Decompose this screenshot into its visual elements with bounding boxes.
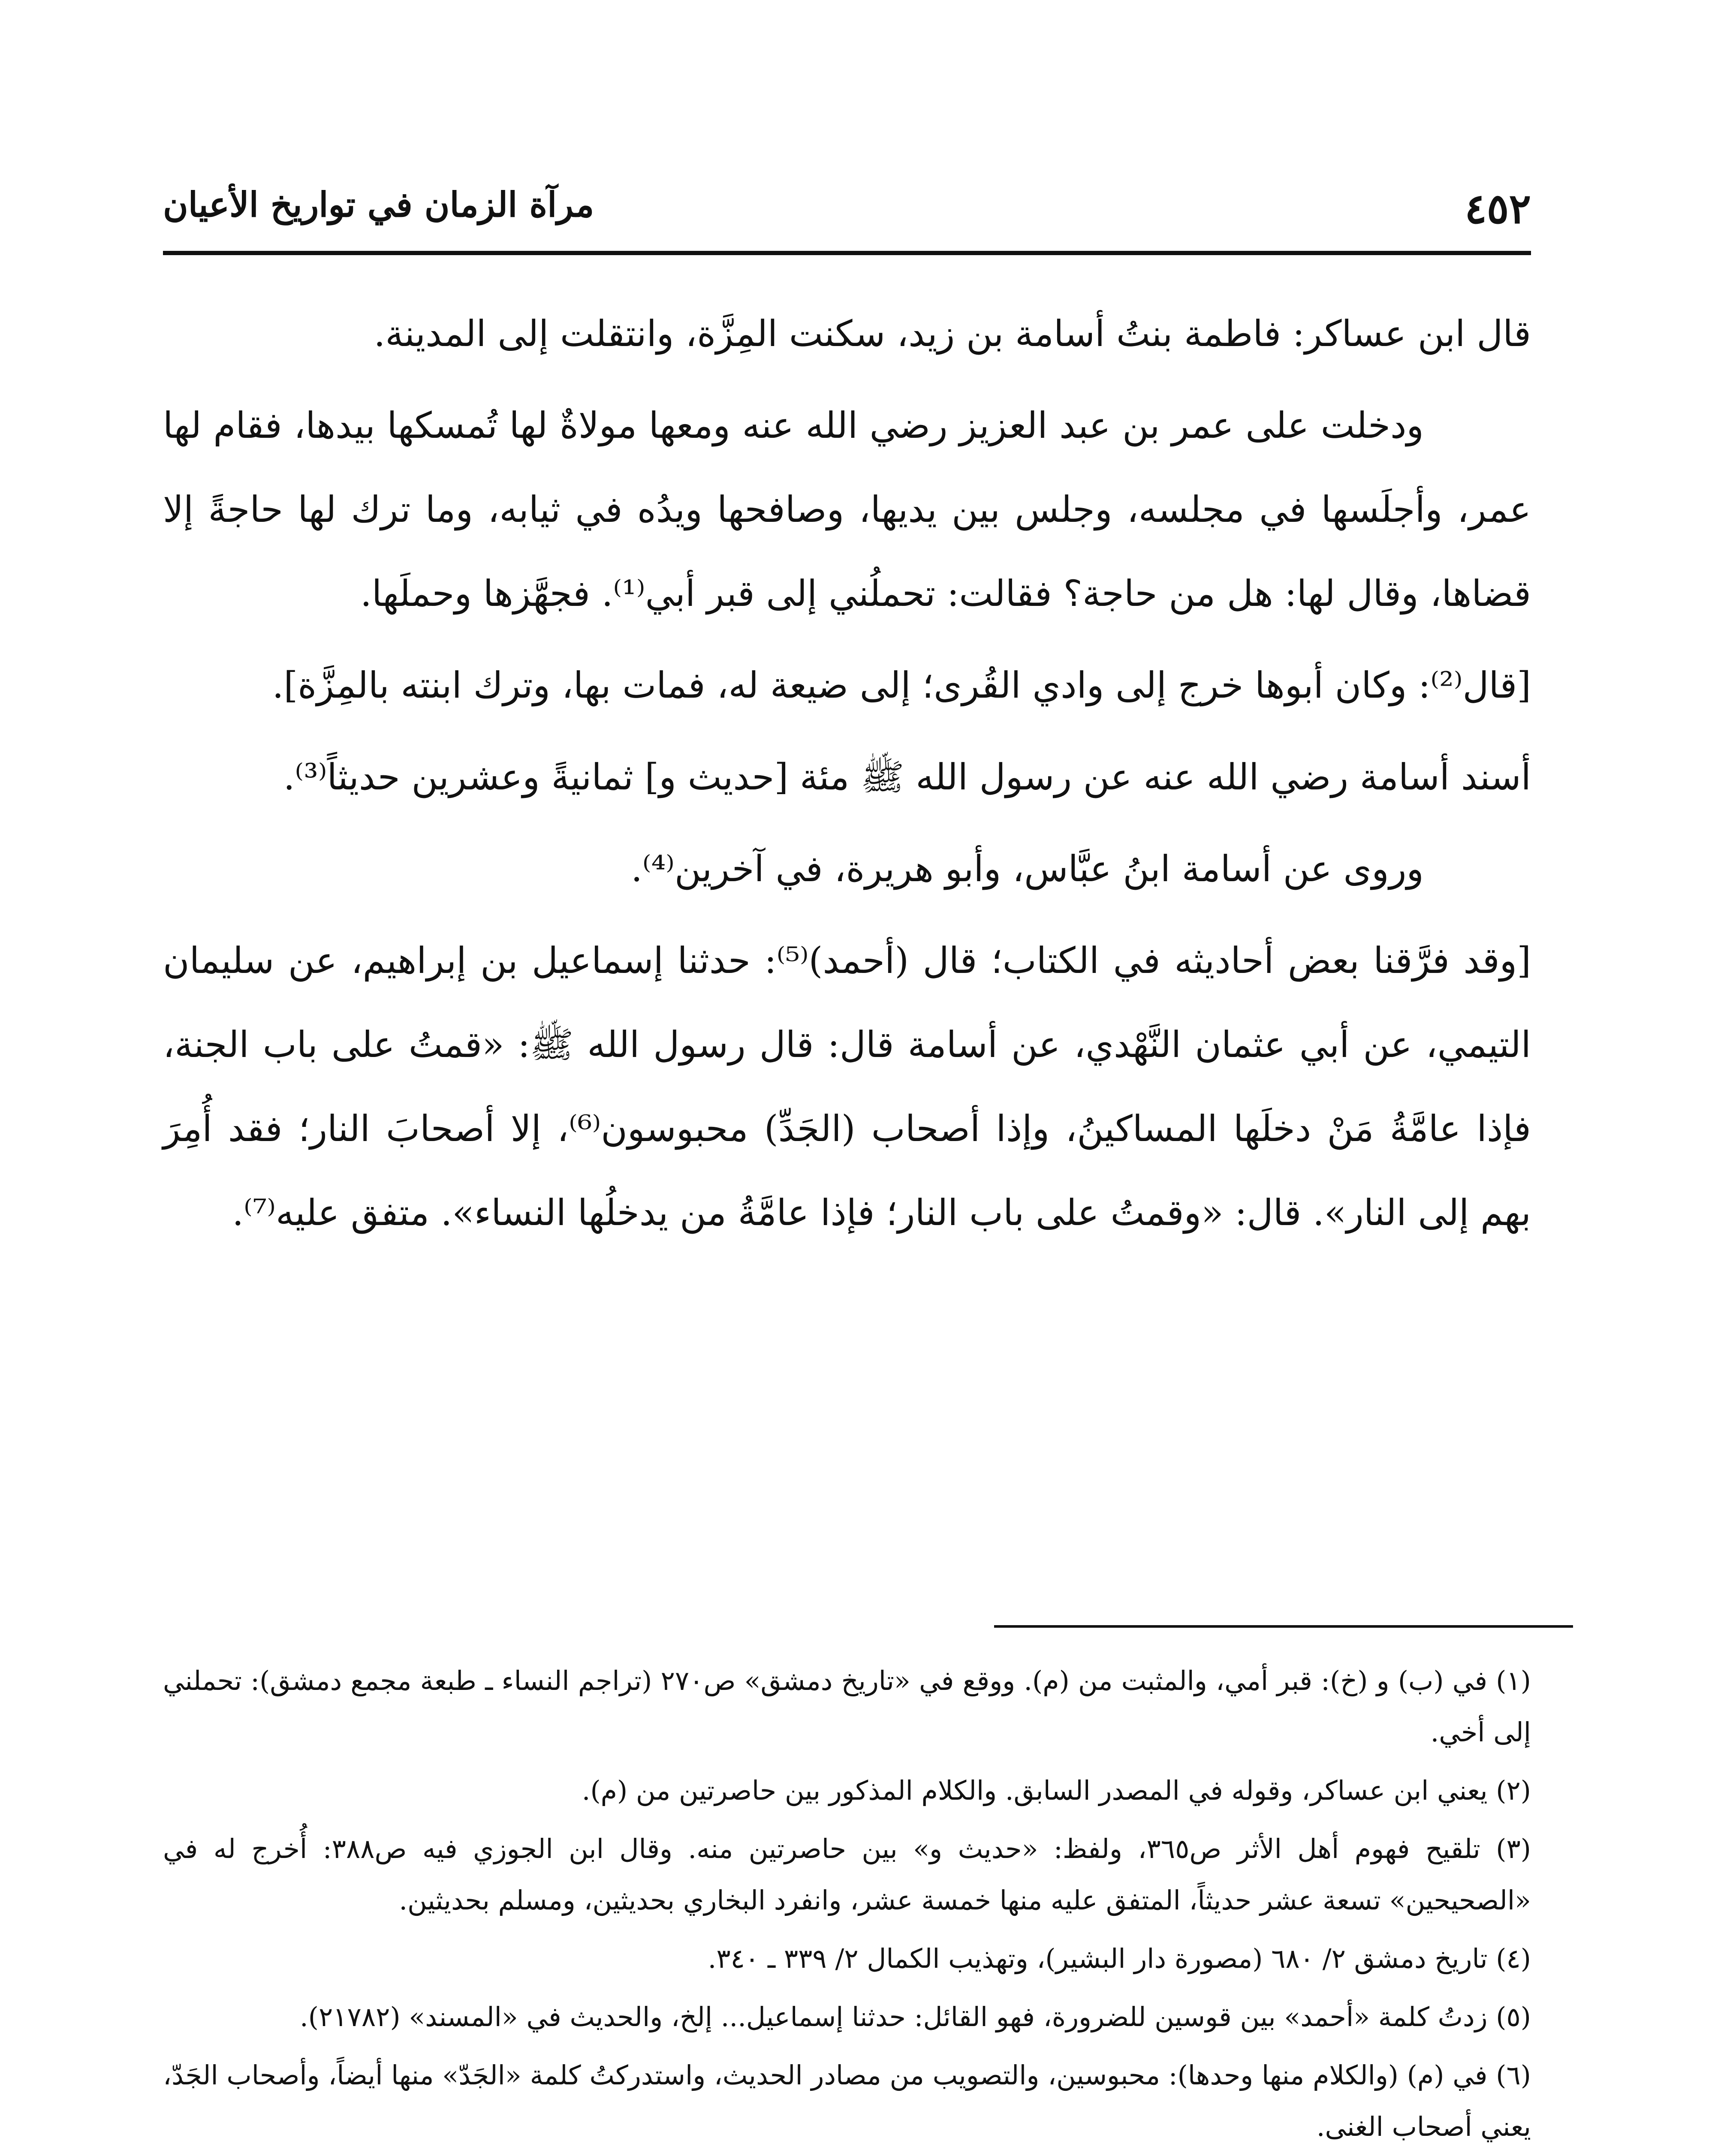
footnote: (٣) تلقيح فهوم أهل الأثر ص٣٦٥، ولفظ: «حديث و» بين حاصرتين منه. وقال ابن الجوزي فيه ص٣٨٨: أُخرج له في «الصحيحين» تسعة عشر حديثاً، المتفق عليه منها خمسة عشر، وانفرد البخاري بحديثين، ومسلم بحديثين. (163, 1833, 1531, 1916)
paragraph: أسند أسامة رضي الله عنه عن رسول الله ﷺ مئة [حديث و] ثمانيةً وعشرين حديثاً⁽³⁾. (283, 756, 1531, 798)
page-header (163, 167, 1531, 253)
footnote: (٤) تاريخ دمشق ٢/ ٦٨٠ (مصورة دار البشير)، وتهذيب الكمال ٢/ ٣٣٩ ـ ٣٤٠. (708, 1943, 1531, 1974)
paragraph: وروى عن أسامة ابنُ عبَّاس، وأبو هريرة، في آخرين⁽⁴⁾. (631, 848, 1424, 890)
footnote: (٥) زدتُ كلمة «أحمد» بين قوسين للضرورة، فهو القائل: حدثنا إسماعيل... إلخ، والحديث في «المسند» (٢١٧٨٢). (300, 2001, 1531, 2033)
footnote: (١) في (ب) و (خ): قبر أمي، والمثبت من (م). ووقع في «تاريخ دمشق» ص٢٧٠ (تراجم النساء ـ طبعة مجمع دمشق): تحملني إلى أخي. (163, 1665, 1531, 1748)
paragraph: قال ابن عساكر: فاطمة بنتُ أسامة بن زيد، سكنت المِزَّة، وانتقلت إلى المدينة. (374, 313, 1531, 355)
header-divider (163, 251, 1531, 255)
footnote: (٦) في (م) (والكلام منها وحدها): محبوسين، والتصويب من مصادر الحديث، واستدركتُ كلمة «الجَدّ» منها أيضاً، وأصحاب الجَدّ، يعني أصحاب الغنى. (163, 2060, 1531, 2142)
footnotes (163, 1655, 1531, 2144)
page-number: ٤٥٢ (1465, 184, 1531, 233)
paragraph: [قال⁽²⁾: وكان أبوها خرج إلى وادي القُرى؛ إلى ضيعة له، فمات بها، وترك ابنته بالمِزَّة]. (272, 664, 1531, 706)
main-text (163, 292, 1531, 1262)
paragraph: ودخلت على عمر بن عبد العزيز رضي الله عنه ومعها مولاةٌ لها تُمسكها بيدها، فقام لها عمر، وأجلَسها في مجلسه، وجلس بين يديها، وصافحها ويدُه في ثيابه، وما ترك لها حاجةً إلا قضاها، وقال لها: هل من حاجة؟ فقالت: تحملُني إلى قبر أبي⁽¹⁾. فجهَّزها وحملَها. (163, 404, 1531, 614)
footnote-divider (994, 1625, 1573, 1628)
running-title: مرآة الزمان في تواريخ الأعيان (163, 184, 594, 225)
paragraph: [وقد فرَّقنا بعض أحاديثه في الكتاب؛ قال (أحمد)⁽⁵⁾: حدثنا إسماعيل بن إبراهيم، عن سليمان التيمي، عن أبي عثمان النَّهْدي، عن أسامة قال: قال رسول الله ﷺ: «قمتُ على باب الجنة، فإذا عامَّةُ مَنْ دخلَها المساكينُ، وإذا أصحاب (الجَدِّ) محبوسون⁽⁶⁾، إلا أصحابَ النار؛ فقد أُمِرَ بهم إلى النار». قال: «وقمتُ على باب النار؛ فإذا عامَّةُ من يدخلُها النساء». متفق عليه⁽⁷⁾. (163, 940, 1531, 1234)
footnote: (٢) يعني ابن عساكر، وقوله في المصدر السابق. والكلام المذكور بين حاصرتين من (م). (582, 1775, 1531, 1806)
